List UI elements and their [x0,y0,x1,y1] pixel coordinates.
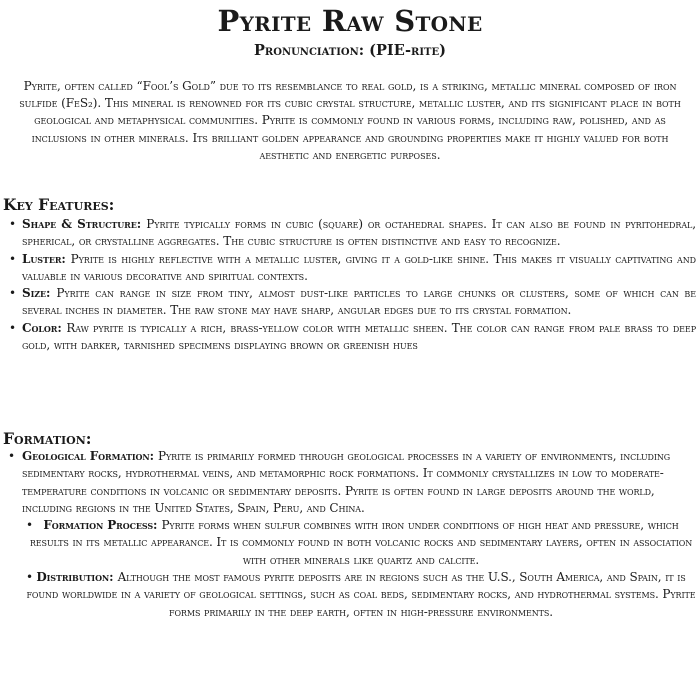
list-item [4,448,696,517]
list-item [4,569,696,621]
pronunciation: Pronunciation: (PIE-rite) [254,42,446,59]
item-label: Geological Formation: [22,449,159,463]
list-item [4,285,696,320]
intro-paragraph: Pyrite, often called “Fool’s Gold” due to its resemblance to real gold, is a striking, metallic mineral composed of iron sulfide (FeS₂). This mineral is renowned for its cubic crystal structure, metallic luster, and its significant place in both geological and metaphysical communities. Pyrite is commonly found in various forms, including raw, polished, and as inclusions in other minerals. Its brilliant golden appearance and grounding properties make it highly valued for both aesthetic and energetic purposes. [19,79,681,162]
list-item [4,251,696,286]
item-label: Formation Process: [43,518,162,533]
item-text: Although the most famous pyrite deposits are in regions such as the U.S., South America, and Spain, it is found worldwide in a variety of geological settings, such as coal beds, sedimentary rocks, and hydrothermal systems. Pyrite forms primarily in the deep earth, often in high-pressure environments. [26,570,696,619]
bullet-icon: • [9,286,16,301]
bullet-icon: • [26,518,33,533]
item-text: Pyrite can range in size from tiny, almost dust-like particles to large chunks or clusters, some of which can be several inches in diameter. The raw stone may have sharp, angular edges due to its crystal formation. [22,286,696,318]
item-label: Luster: [22,251,71,266]
item-label: Shape & Structure: [22,217,147,231]
bullet-icon: • [26,570,33,585]
item-text: Pyrite is highly reflective with a metallic luster, giving it a gold-like shine. This makes it visually captivating and valuable in various decorative and spiritual contexts. [22,251,696,283]
list-item [4,517,696,569]
item-label: Color: [22,320,67,335]
list-item [4,320,696,355]
formation-list [4,448,696,621]
item-label: Size: [22,286,57,301]
item-text: Raw pyrite is typically a rich, brass-yellow color with metallic sheen. The color can range from pale brass to deep gold, with darker, tarnished specimens displaying brown or greenish hues [22,320,696,353]
page-title: Pyrite Raw Stone [217,4,483,38]
item-text: Pyrite typically forms in cubic (square) or octahedral shapes. It can also be found in pyritohedral, spherical, or crystalline aggregates. The cubic structure is often distinctive and easy to recognize. [22,217,696,249]
list-item [4,216,696,251]
bullet-icon: • [9,251,16,266]
item-text: Pyrite forms when sulfur combines with iron under conditions of high heat and pressure, which results in its metallic appearance. It is commonly found in both volcanic rocks and sedimentary layers, often in association with other minerals like quartz and calcite. [29,518,693,567]
item-text: Pyrite is primarily formed through geological processes in a variety of environments, including sedimentary rocks, hydrothermal veins, and metamorphic rock formations. It commonly crystallizes in low to moderate-temperature conditions in volcanic or sedimentary deposits. Pyrite is often found in large deposits around the world, including regions in the United States, Spain, Peru, and China. [22,449,671,515]
bullet-icon: • [9,217,16,231]
bullet-icon: • [9,320,16,335]
formation-heading: Formation: [3,429,92,448]
key-features-heading: Key Features: [3,195,115,214]
bullet-icon: • [8,449,15,463]
key-features-list [4,216,696,354]
item-label: Distribution: [36,570,118,585]
